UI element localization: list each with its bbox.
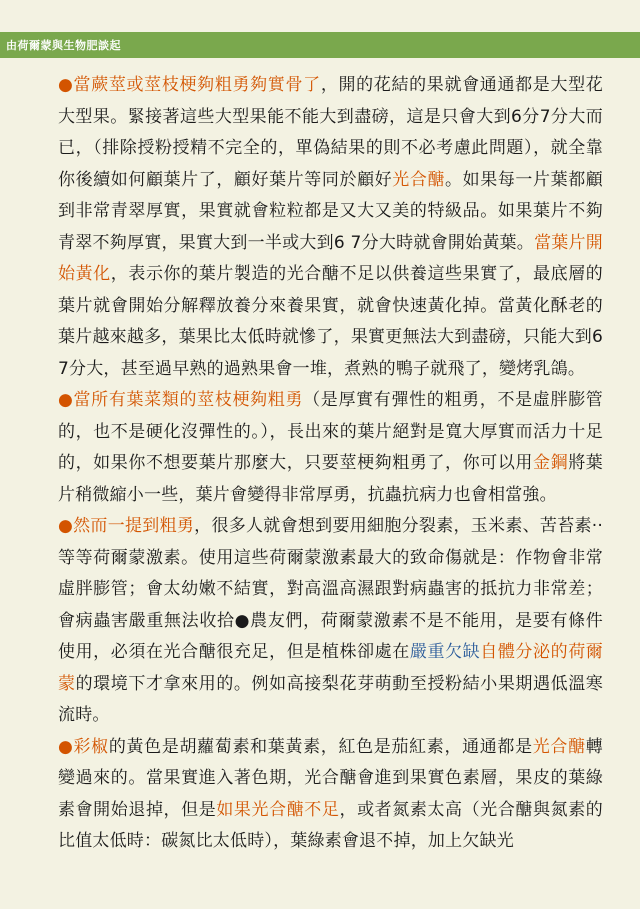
text-run: 。如果每一片葉都顧到非常青翠厚實，果實就會粒粒都是又大又美的特級品。如果葉片不夠青翠不夠厚實，果實大到一半或大到6 7分大時就會開始黃葉。 <box>58 169 603 253</box>
bullet-icon: ● <box>58 75 74 95</box>
text-run: ，開的花結的果就會通通都是大型花大型果。緊接著這些大型果能不能大到盡磅，這是只會大到6分7分大而已，（排除授粉授精不完全的，單偽結果的則不必考慮此問題），就全靠你後續如何顧葉片了，顧好葉片等同於顧好 <box>58 75 603 190</box>
text-run: 轉變過來的。當果實進入著色期，光合醣會進到果實色素層，果皮的葉綠素會開始退掉，但是 <box>58 736 603 820</box>
article-body <box>58 70 603 858</box>
text-run: ，表示你的葉片製造的光合醣不足以供養這些果實了，最底層的葉片就會開始分解釋放養分來養果實，就會快速黃化掉。當黃化酥老的葉片越來越多，葉果比太低時就慘了，果實更無法大到盡磅，只能大到6 7分大，甚至過早熟的過熟果會一堆，煮熟的鴨子就飛了，變烤乳鴿。 <box>58 264 603 379</box>
text-run: 當葉片開始黃化 <box>58 232 603 284</box>
text-run: 嚴重欠缺 <box>409 642 481 662</box>
bullet-icon: ● <box>58 390 74 410</box>
paragraph-3 <box>58 511 603 732</box>
text-run: 當蕨莖或莖枝梗夠粗勇夠實骨了 <box>73 75 321 95</box>
text-run: 金鋼 <box>533 453 569 473</box>
paragraph-2 <box>58 385 603 511</box>
text-run: 將葉片稍微縮小一些，葉片會變得非常厚勇，抗蟲抗病力也會相當強。 <box>58 453 603 505</box>
text-run: （是厚實有彈性的粗勇，不是虛胖膨管的，也不是硬化沒彈性的。），長出來的葉片絕對是寬大厚實而活力十足的，如果你不想要葉片那麼大，只要莖梗夠粗勇了，你可以用 <box>58 390 603 473</box>
text-run: 如果光合醣不足 <box>216 799 340 820</box>
paragraph-1 <box>58 70 603 385</box>
text-run: 自體分泌的荷爾蒙 <box>58 642 603 694</box>
text-run: ，很多人就會想到要用細胞分裂素，玉米素、苦苔素‧‧等等荷爾蒙激素。使用這些荷爾蒙激素最大的致命傷就是：作物會非常虛胖膨管；會太幼嫩不結實，對高溫高濕跟對病蟲害的抵抗力非常差；會病蟲害嚴重無法收拾●農友們，荷爾蒙激素不是不能用，是要有條件使用，必須在光合醣很充足，但是植株卻處在 <box>58 516 603 662</box>
bullet-icon: ● <box>58 736 74 757</box>
text-run: 彩椒 <box>73 736 109 757</box>
text-run: 光合醣 <box>532 736 586 757</box>
text-run: 的黃色是胡蘿蔔素和葉黃素，紅色是茄紅素，通通都是 <box>108 736 533 757</box>
paragraph-4 <box>58 732 603 858</box>
text-run: 當所有葉菜類的莖枝梗夠粗勇 <box>73 390 304 410</box>
text-run: ，或者氮素太高（光合醣與氮素的比值太低時：碳氮比太低時），葉綠素會退不掉，加上欠缺光 <box>58 799 603 851</box>
text-run: 光合醣 <box>392 169 446 190</box>
running-header: 由荷爾蒙與生物肥談起 <box>6 39 121 52</box>
text-run: 然而一提到粗勇 <box>73 516 195 536</box>
bullet-icon: ● <box>58 516 74 536</box>
text-run: 的環境下才拿來用的。例如高接梨花芽萌動至授粉結小果期遇低溫寒流時。 <box>58 673 603 725</box>
